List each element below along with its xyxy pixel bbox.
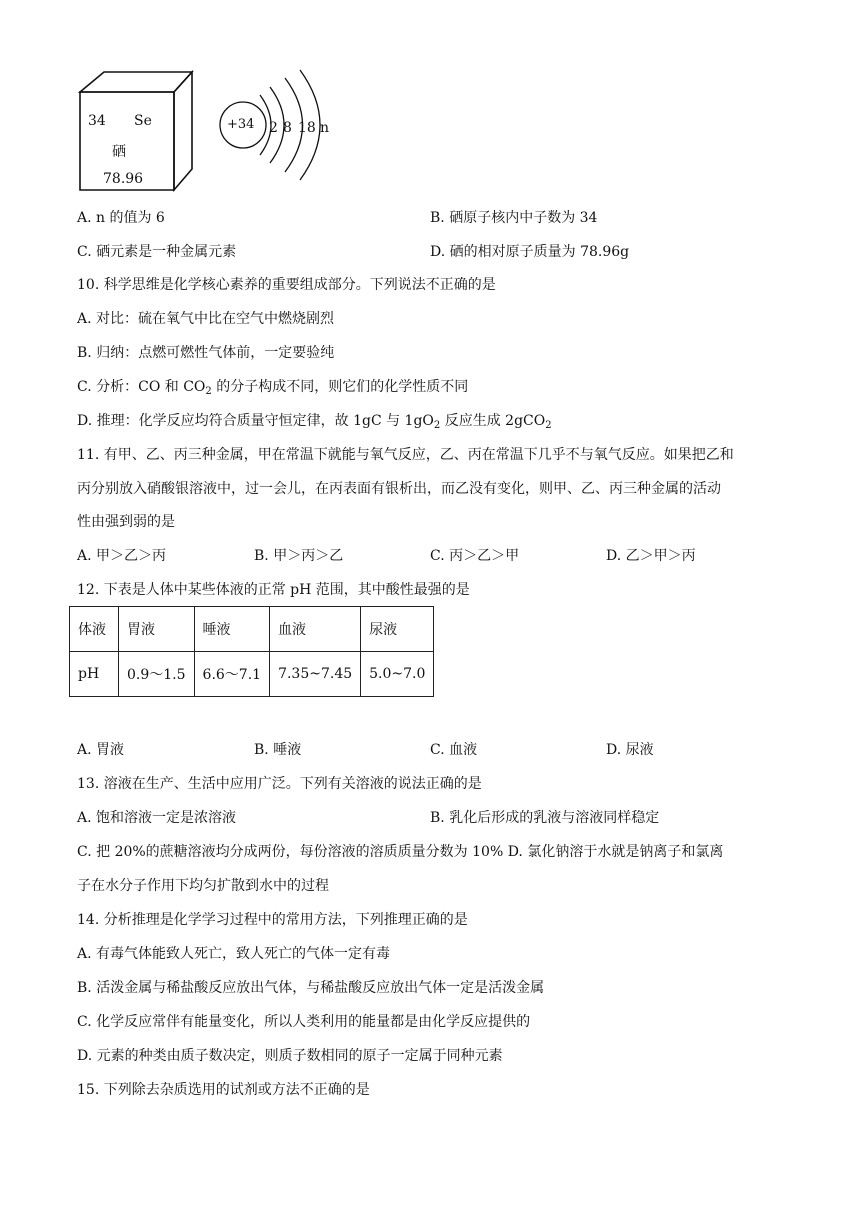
atomic-number: 34 xyxy=(88,113,106,129)
q11-option-c: C. 丙＞乙＞甲 xyxy=(430,548,520,564)
q13-option-d-continued: 子在水分子作用下均匀扩散到水中的过程 xyxy=(77,878,329,894)
table-cell: 血液 xyxy=(270,607,361,652)
q13-option-c-d: C. 把 20%的蔗糖溶液均分成两份，每份溶液的溶质质量分数为 10% D. 氯化钠溶于水就是钠离子和氯离 xyxy=(77,844,724,860)
table-cell: 7.35~7.45 xyxy=(270,652,361,697)
q9-option-b: B. 硒原子核内中子数为 34 xyxy=(430,210,598,226)
q10-option-d: D. 推理：化学反应均符合质量守恒定律，故 1gC 与 $1gO_2$ 反应生成 2gCO$_2$ xyxy=(77,413,552,431)
table-cell: 尿液 xyxy=(361,607,434,652)
q14-option-a: A. 有毒气体能致人死亡，致人死亡的气体一定有毒 xyxy=(77,946,391,962)
table-cell: pH xyxy=(70,652,119,697)
q11-stem-line-3: 性由强到弱的是 xyxy=(77,514,175,530)
shell-4-count: n xyxy=(320,120,330,136)
q14-option-c: C. 化学反应常伴有能量变化，所以人类利用的能量都是由化学反应提供的 xyxy=(77,1014,531,1030)
q12-option-d: D. 尿液 xyxy=(606,742,654,758)
q10-option-b: B. 归纳：点燃可燃性气体前，一定要验纯 xyxy=(77,345,335,361)
q14-option-b: B. 活泼金属与稀盐酸反应放出气体，与稀盐酸反应放出气体一定是活泼金属 xyxy=(77,980,545,996)
q10-option-a: A. 对比：硫在氧气中比在空气中燃烧剧烈 xyxy=(77,311,335,327)
q13-stem: 13. 溶液在生产、生活中应用广泛。下列有关溶液的说法正确的是 xyxy=(77,776,482,792)
q9-option-a: A. n 的值为 6 xyxy=(77,210,165,226)
table-row xyxy=(70,652,434,697)
q11-stem-line-1: 11. 有甲、乙、丙三种金属，甲在常温下就能与氧气反应，乙、丙在常温下几乎不与氧气反应。如果把乙和 xyxy=(77,447,734,463)
table-cell: 胃液 xyxy=(119,607,195,652)
selenium-figure xyxy=(70,65,350,200)
q12-option-c: C. 血液 xyxy=(430,742,478,758)
table-cell: 5.0~7.0 xyxy=(361,652,434,697)
element-name: 硒 xyxy=(112,144,126,160)
q10-stem: 10. 科学思维是化学核心素养的重要组成部分。下列说法不正确的是 xyxy=(77,277,496,293)
q9-option-d: D. 硒的相对原子质量为 78.96g xyxy=(430,244,630,260)
table-cell: 0.9～1.5 xyxy=(119,652,195,697)
atomic-mass: 78.96 xyxy=(103,171,144,187)
q12-option-a: A. 胃液 xyxy=(77,742,125,758)
q11-option-a: A. 甲＞乙＞丙 xyxy=(77,548,167,564)
q11-option-d: D. 乙＞甲＞丙 xyxy=(606,548,696,564)
shell-1-count: 2 xyxy=(269,120,278,136)
table-cell: 唾液 xyxy=(194,607,270,652)
q12-option-b: B. 唾液 xyxy=(254,742,302,758)
ph-table xyxy=(69,606,434,697)
q10-option-c: C. 分析：CO 和 $CO_2$ 的分子构成不同，则它们的化学性质不同 xyxy=(77,379,469,397)
shell-2-count: 8 xyxy=(283,120,292,136)
q13-option-b: B. 乳化后形成的乳液与溶液同样稳定 xyxy=(430,810,660,826)
element-symbol: Se xyxy=(134,113,152,129)
table-cell: 体液 xyxy=(70,607,119,652)
q14-stem: 14. 分析推理是化学学习过程中的常用方法，下列推理正确的是 xyxy=(77,912,468,928)
shell-3-count: 18 xyxy=(298,120,316,136)
q11-stem-line-2: 丙分别放入硝酸银溶液中，过一会儿，在丙表面有银析出，而乙没有变化，则甲、乙、丙三种金属的活动 xyxy=(77,481,721,497)
table-row xyxy=(70,607,434,652)
q15-stem: 15. 下列除去杂质选用的试剂或方法不正确的是 xyxy=(77,1082,370,1098)
q9-option-c: C. 硒元素是一种金属元素 xyxy=(77,244,237,260)
q14-option-d: D. 元素的种类由质子数决定，则质子数相同的原子一定属于同种元素 xyxy=(77,1048,503,1064)
nucleus-charge: +34 xyxy=(227,117,255,132)
q11-option-b: B. 甲＞丙＞乙 xyxy=(254,548,344,564)
q13-option-a: A. 饱和溶液一定是浓溶液 xyxy=(77,810,237,826)
table-cell: 6.6～7.1 xyxy=(194,652,270,697)
q12-stem: 12. 下表是人体中某些体液的正常 pH 范围，其中酸性最强的是 xyxy=(77,582,470,598)
